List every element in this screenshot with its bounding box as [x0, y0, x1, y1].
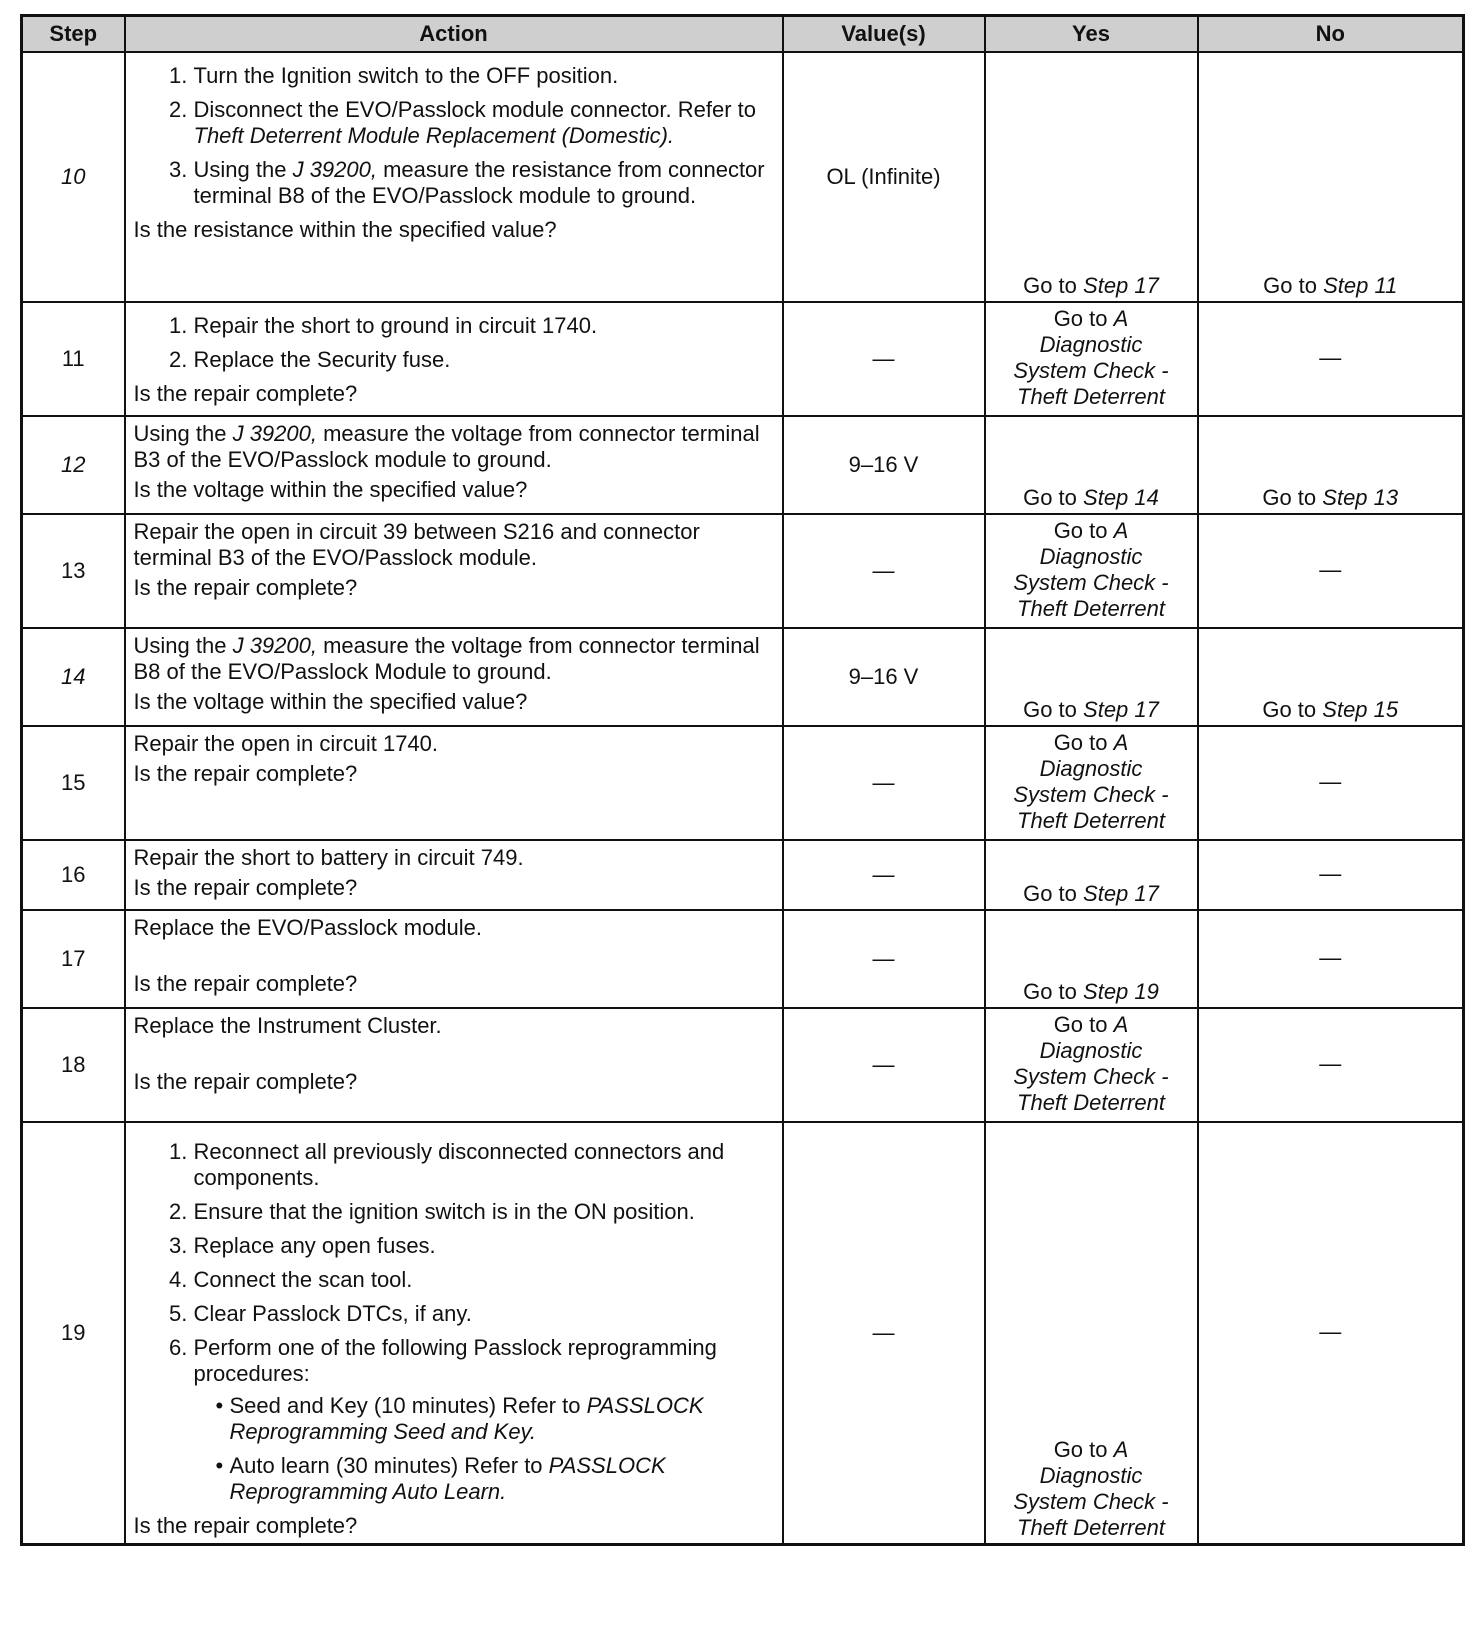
header-step: Step	[22, 16, 125, 53]
action-cell	[125, 514, 783, 628]
action-question: Is the repair complete?	[133, 1513, 358, 1538]
step-number: 19	[22, 1122, 125, 1545]
yes-cell: Go to Step 14	[985, 416, 1198, 514]
table-row	[22, 726, 1464, 840]
action-cell	[125, 416, 783, 514]
step-number: 18	[22, 1008, 125, 1122]
table-row	[22, 1008, 1464, 1122]
yes-cell[interactable]: Go to A Diagnostic System Check - Theft Deterrent	[985, 1008, 1198, 1122]
header-no: No	[1198, 16, 1464, 53]
action-text: Repair the open in circuit 39 between S216 and connector terminal B3 of the EVO/Passlock module.	[133, 519, 700, 570]
action-question: Is the voltage within the specified value?	[133, 477, 528, 502]
yes-cell[interactable]: Go to A Diagnostic System Check - Theft Deterrent	[985, 514, 1198, 628]
yes-cell: Go to Step 17	[985, 52, 1198, 302]
step-number: 11	[22, 302, 125, 416]
no-cell: —	[1198, 910, 1464, 1008]
action-cell	[125, 1122, 783, 1545]
value-cell: —	[783, 1008, 985, 1122]
no-cell: —	[1198, 840, 1464, 910]
action-text: Using the J 39200, measure the voltage from connector terminal B8 of the EVO/Passlock Module to ground.	[133, 633, 760, 684]
header-row	[22, 16, 1464, 53]
yes-link[interactable]: 14	[1134, 485, 1159, 510]
action-item: 1. Repair the short to ground in circuit 1740.	[194, 313, 774, 339]
action-cell	[125, 1008, 783, 1122]
action-item: 4. Connect the scan tool.	[194, 1267, 774, 1293]
action-item: 2. Disconnect the EVO/Passlock module connector. Refer to Theft Deterrent Module Replacement (Domestic).	[194, 97, 774, 149]
action-question: Is the repair complete?	[133, 971, 358, 996]
header-yes: Yes	[985, 16, 1198, 53]
yes-cell: Go to Step 17	[985, 628, 1198, 726]
action-item: 3. Using the J 39200, measure the resistance from connector terminal B8 of the EVO/Passlock module to ground.	[194, 157, 774, 209]
action-question: Is the repair complete?	[133, 1069, 358, 1094]
action-cell	[125, 840, 783, 910]
action-item: 2. Replace the Security fuse.	[194, 347, 774, 373]
yes-cell[interactable]: Go to A Diagnostic System Check - Theft Deterrent	[985, 302, 1198, 416]
table-row	[22, 302, 1464, 416]
action-item: 2. Ensure that the ignition switch is in the ON position.	[194, 1199, 774, 1225]
bullet-item: • Auto learn (30 minutes) Refer to PASSLOCK Reprogramming Auto Learn.	[230, 1453, 774, 1505]
value-cell: —	[783, 840, 985, 910]
reference-link[interactable]: PASSLOCK Reprogramming Auto Learn.	[229, 1453, 666, 1504]
header-values: Value(s)	[783, 16, 985, 53]
table-row	[22, 910, 1464, 1008]
value-cell: —	[783, 302, 985, 416]
no-cell: —	[1198, 302, 1464, 416]
action-cell	[125, 910, 783, 1008]
table-row	[22, 416, 1464, 514]
yes-link[interactable]: 19	[1134, 979, 1159, 1004]
no-cell: Go to Step 13	[1198, 416, 1464, 514]
yes-cell[interactable]: Go to A Diagnostic System Check - Theft Deterrent	[985, 726, 1198, 840]
no-cell: —	[1198, 1122, 1464, 1545]
value-cell: OL (Infinite)	[783, 52, 985, 302]
no-cell: —	[1198, 726, 1464, 840]
no-cell: —	[1198, 1008, 1464, 1122]
yes-cell[interactable]: Go to A Diagnostic System Check - Theft Deterrent	[985, 1122, 1198, 1545]
diagnostic-table	[20, 14, 1465, 1546]
table-row	[22, 514, 1464, 628]
action-text: Replace the EVO/Passlock module.	[133, 915, 483, 940]
table-row	[22, 1122, 1464, 1545]
action-cell	[125, 52, 783, 302]
action-item: 5. Clear Passlock DTCs, if any.	[194, 1301, 774, 1327]
header-action: Action	[125, 16, 783, 53]
action-question: Is the resistance within the specified value?	[133, 217, 557, 242]
no-link[interactable]: 15	[1373, 697, 1399, 722]
table-row	[22, 840, 1464, 910]
step-number: 12	[22, 416, 125, 514]
action-item: 3. Replace any open fuses.	[194, 1233, 774, 1259]
action-item: 1. Turn the Ignition switch to the OFF position.	[194, 63, 774, 89]
action-question: Is the voltage within the specified value?	[133, 689, 528, 714]
action-item: 6. Perform one of the following Passlock reprogramming procedures: • Seed and Key (10 minutes) Refer to PASSLOCK Reprogramming Seed and Key. • Auto learn (30 minutes) Refer to PASSLOCK Reprogramming Auto Learn.	[194, 1335, 774, 1505]
yes-cell: Go to Step 17	[985, 840, 1198, 910]
value-cell: —	[783, 514, 985, 628]
no-cell: Go to Step 15	[1198, 628, 1464, 726]
value-cell: 9–16 V	[783, 416, 985, 514]
yes-link[interactable]: 17	[1134, 697, 1159, 722]
value-cell: —	[783, 910, 985, 1008]
action-question: Is the repair complete?	[133, 381, 358, 406]
table-row	[22, 628, 1464, 726]
action-text: Repair the short to battery in circuit 749.	[133, 845, 524, 870]
action-question: Is the repair complete?	[133, 575, 358, 600]
no-cell: Go to Step 11	[1198, 52, 1464, 302]
step-number: 13	[22, 514, 125, 628]
no-link[interactable]: 13	[1373, 485, 1399, 510]
value-cell: 9–16 V	[783, 628, 985, 726]
action-text: Repair the open in circuit 1740.	[133, 731, 439, 756]
value-cell: —	[783, 1122, 985, 1545]
action-text: Replace the Instrument Cluster.	[133, 1013, 442, 1038]
step-number: 17	[22, 910, 125, 1008]
action-question: Is the repair complete?	[133, 875, 358, 900]
yes-link[interactable]: 17	[1134, 881, 1159, 906]
action-item: 1. Reconnect all previously disconnected connectors and components.	[194, 1139, 774, 1191]
value-cell: —	[783, 726, 985, 840]
action-cell	[125, 726, 783, 840]
step-number: 10	[22, 52, 125, 302]
action-question: Is the repair complete?	[133, 761, 358, 786]
no-cell: —	[1198, 514, 1464, 628]
action-text: Using the J 39200, measure the voltage from connector terminal B3 of the EVO/Passlock module to ground.	[133, 421, 760, 472]
action-cell	[125, 628, 783, 726]
table-row	[22, 52, 1464, 302]
bullet-item: • Seed and Key (10 minutes) Refer to PASSLOCK Reprogramming Seed and Key.	[230, 1393, 774, 1445]
step-number: 15	[22, 726, 125, 840]
action-cell	[125, 302, 783, 416]
document-page	[20, 14, 1465, 1546]
reference-link[interactable]: PASSLOCK Reprogramming Seed and Key.	[229, 1393, 704, 1444]
step-number: 14	[22, 628, 125, 726]
yes-link[interactable]: 17	[1134, 273, 1159, 298]
step-number: 16	[22, 840, 125, 910]
no-link[interactable]: 11	[1374, 273, 1398, 298]
yes-cell: Go to Step 19	[985, 910, 1198, 1008]
